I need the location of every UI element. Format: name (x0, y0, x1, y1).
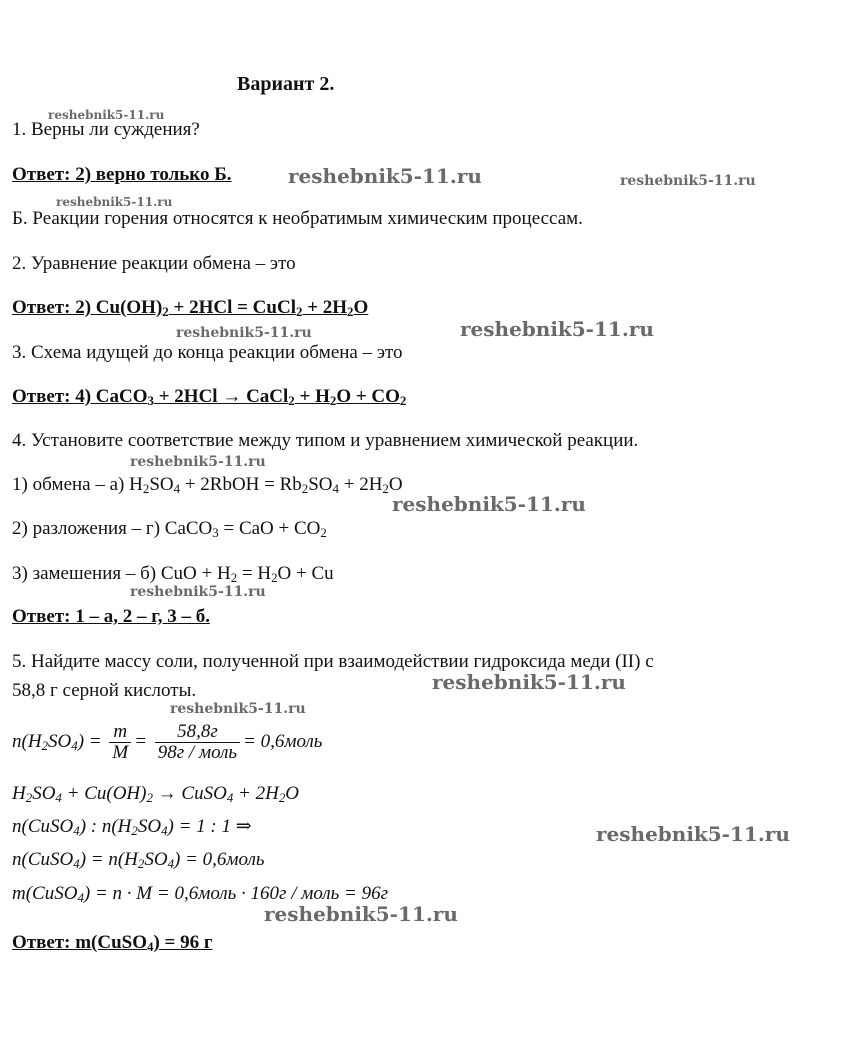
answer-4: Ответ: 1 – а, 2 – г, 3 – б. (12, 606, 210, 627)
question-2: 2. Уравнение реакции обмена – это (12, 253, 296, 274)
fraction-m-over-M: $\frac{m}{M}$ (109, 722, 131, 763)
watermark: reshebnik5-11.ru (392, 492, 586, 516)
watermark: reshebnik5-11.ru (432, 670, 626, 694)
watermark: reshebnik5-11.ru (596, 822, 790, 846)
watermark: reshebnik5-11.ru (288, 164, 482, 188)
match-line-1: 1) обмена – а) $H_2SO_4$ + 2RbOH = $Rb_2SO_4 + 2H_2O$ (12, 474, 403, 497)
answer-3: Ответ: 4) CaCO$_3$ + 2HCl → CaCl$_2$ + $H_2O + CO_2$ (12, 386, 407, 409)
watermark: reshebnik5-11.ru (170, 701, 306, 717)
watermark: reshebnik5-11.ru (56, 195, 173, 209)
answer-2: Ответ: 2) $Cu(OH)_2 + 2HCl$ = CuCl$_2$ + $2H_2O$ (12, 297, 369, 320)
answer-5: Ответ: m(CuSO$_4$) = 96 г (12, 932, 213, 955)
formula-moles-acid: $n(H_2SO_4)$ = $\frac{m}{M}$ = $\frac{58,8г}{\text{98г / моль}}$ = 0,6моль (12, 721, 323, 763)
question-5-line-2: 58,8 г серной кислоты. (12, 680, 197, 701)
answer-1: Ответ: 2) верно только Б. (12, 164, 232, 185)
match-line-3: 3) замешения – б) CuO + $H_2 = H_2O + Cu$ (12, 563, 334, 586)
formula-mass-salt: m(CuSO$_4$) = n · M = 0,6моль · 160г / моль = 96г (12, 883, 389, 906)
watermark: reshebnik5-11.ru (176, 325, 312, 341)
watermark: reshebnik5-11.ru (130, 454, 266, 470)
formula-moles-salt: n(CuSO$_4$) = $n(H_2SO_4)$ = 0,6моль (12, 849, 265, 872)
page-title: Вариант 2. (237, 73, 335, 95)
question-4: 4. Установите соответствие между типом и уравнением химической реакции. (12, 430, 639, 451)
watermark: reshebnik5-11.ru (48, 108, 165, 122)
statement-b: Б. Реакции горения относятся к необратимым химическим процессам. (12, 208, 583, 229)
watermark: reshebnik5-11.ru (130, 584, 266, 600)
match-line-2: 2) разложения – г) CaCO$_3$ = CaO + $CO_2$ (12, 518, 327, 541)
formula-reaction: $H_2SO_4 + Cu(OH)_2$ → CuSO$_4$ + $2H_2O$ (12, 783, 300, 806)
watermark: reshebnik5-11.ru (460, 317, 654, 341)
watermark: reshebnik5-11.ru (620, 173, 756, 189)
question-5-line-1: 5. Найдите массу соли, полученной при взаимодействии гидроксида меди (II) с (12, 651, 654, 672)
question-1: 1. Верны ли суждения? (12, 119, 200, 140)
formula-ratio: n(CuSO$_4$) : $n(H_2SO_4) = 1$ : 1 ⇒ (12, 816, 252, 839)
fraction-values: $\frac{58,8г}{\text{98г / моль}}$ (155, 722, 240, 763)
watermark: reshebnik5-11.ru (264, 902, 458, 926)
question-3: 3. Схема идущей до конца реакции обмена – это (12, 342, 403, 363)
